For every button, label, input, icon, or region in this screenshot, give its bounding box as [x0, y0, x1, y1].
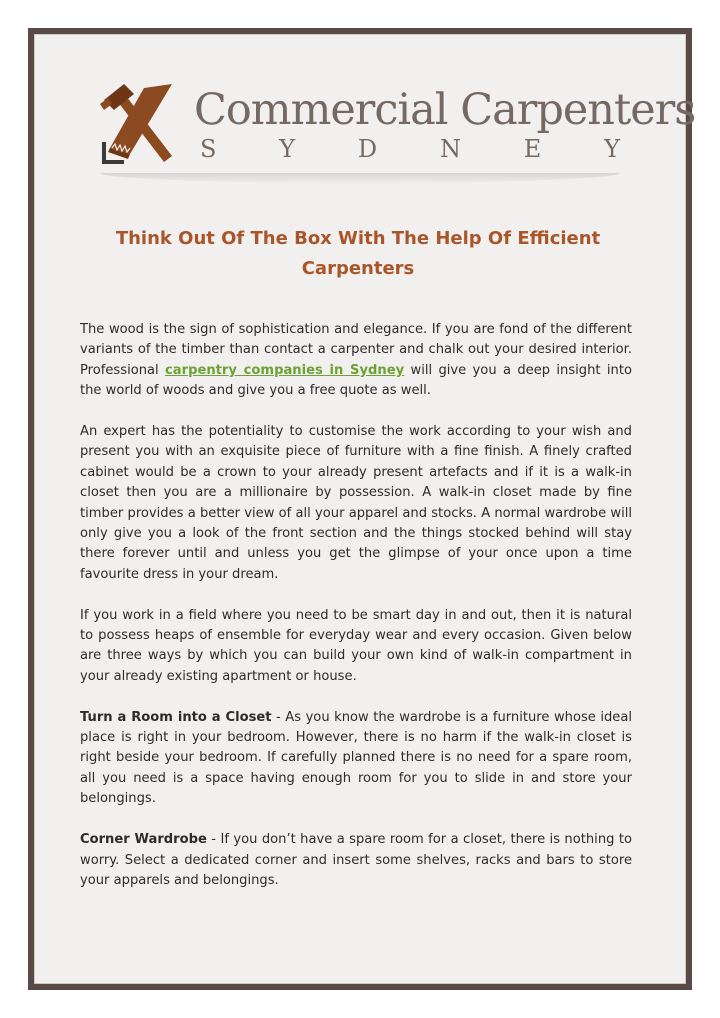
- logo-title: Commercial Carpenters: [194, 85, 696, 135]
- logo-letter: S: [200, 135, 217, 163]
- paragraph-corner-wardrobe: [80, 830, 632, 891]
- logo-letter: N: [439, 135, 461, 163]
- article-body: [80, 320, 632, 912]
- paragraph-text: The wood is the sign of sophistication and elegance. If you are fond of the different variants of the timber than contact a carpenter and chalk out your desired interior. Professional: [80, 322, 632, 378]
- article-title: Think Out Of The Box With The Help Of Efficient Carpenters: [115, 228, 601, 279]
- paragraph-expert: An expert has the potentiality to customise the work according to your wish and present you with an exquisite piece of furniture with a fine finish. A finely crafted cabinet would be a crown to your already present artefacts and if it is a walk-in closet then you are a millionaire by possession. A walk-in closet made by fine timber provides a better view of all your apparel and stocks. A normal wardrobe will only give you a look of the front section and the things stocked behind will stay there forever until and unless you get the glimpse of your once upon a time favourite dress in your dream.: [80, 424, 632, 582]
- paragraph-text: - As you know the wardrobe is a furniture whose ideal place is right in your bedroom. However, there is no harm if the walk-in closet is right beside your bedroom. If carefully planned there is no need for a spare room, all you need is a space having enough room for you to slide in and store your belongings.: [80, 709, 633, 807]
- logo-letter: E: [523, 135, 542, 163]
- section-heading: Turn a Room into a Closet: [80, 709, 272, 725]
- page: [28, 28, 696, 990]
- paragraph-text: - If you don’t have a spare room for a closet, there is nothing to worry. Select a dedicated corner and insert some shelves, racks and bars to store your apparels and belongings.: [80, 832, 632, 888]
- section-heading: Corner Wardrobe: [80, 832, 207, 848]
- logo-letter: Y: [604, 135, 620, 163]
- paragraph-intro: [80, 320, 632, 402]
- logo-shadow: [100, 173, 620, 183]
- company-logo: [100, 82, 696, 182]
- logo-subtitle: [200, 135, 620, 163]
- carpentry-companies-link[interactable]: carpentry companies in Sydney: [165, 362, 405, 378]
- paragraph-text: will give you a deep insight into the world of woods and give you a free quote as well.: [80, 362, 632, 399]
- paragraph-room-closet: [80, 708, 632, 810]
- paragraph-work: If you work in a field where you need to be smart day in and out, then it is natural to possess heaps of ensemble for everyday wear and every occasion. Given below are three ways by which you can build your own kind of walk-in compartment in your already existing apartment or house.: [80, 607, 632, 684]
- logo-letter: D: [357, 135, 378, 163]
- hammer-saw-icon: [100, 82, 180, 170]
- logo-letter: Y: [279, 135, 296, 163]
